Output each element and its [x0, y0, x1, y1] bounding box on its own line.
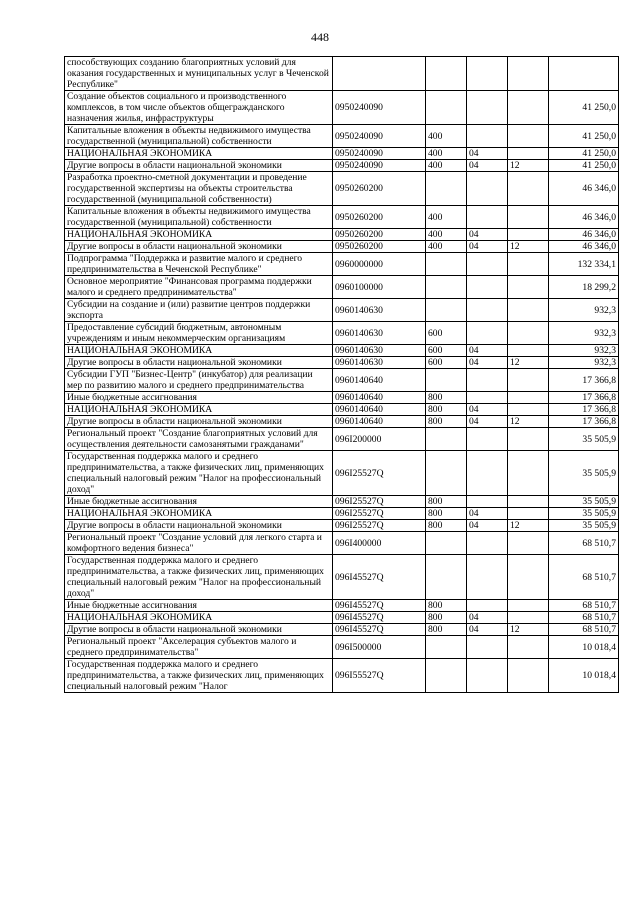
expense-type-cell: 600 [426, 322, 467, 345]
amount-cell: 17 366,8 [549, 392, 619, 404]
table-row [65, 206, 619, 229]
subsection-cell [508, 659, 549, 693]
section-cell: 04 [467, 416, 508, 428]
section-cell: 04 [467, 229, 508, 241]
table-row [65, 299, 619, 322]
target-code-cell: 0960140640 [333, 392, 426, 404]
table-row [65, 612, 619, 624]
amount-cell: 41 250,0 [549, 91, 619, 125]
table-row [65, 508, 619, 520]
expense-type-cell [426, 532, 467, 555]
target-code-cell: 0960140630 [333, 345, 426, 357]
amount-cell: 46 346,0 [549, 172, 619, 206]
subsection-cell [508, 496, 549, 508]
expense-type-cell: 400 [426, 229, 467, 241]
amount-cell: 41 250,0 [549, 160, 619, 172]
section-cell: 04 [467, 357, 508, 369]
target-code-cell: 0950240090 [333, 91, 426, 125]
section-cell [467, 392, 508, 404]
table-row [65, 555, 619, 600]
expense-type-cell [426, 636, 467, 659]
table-row [65, 91, 619, 125]
row-name-cell: Государственная поддержка малого и среднего предпринимательства, а также физических лиц, применяющих специальный налоговый режим "Налог [65, 659, 333, 693]
section-cell [467, 369, 508, 392]
target-code-cell: 0960000000 [333, 253, 426, 276]
target-code-cell: 096I45527Q [333, 555, 426, 600]
table-row [65, 636, 619, 659]
row-name-cell: Другие вопросы в области национальной экономики [65, 357, 333, 369]
target-code-cell: 0950240090 [333, 160, 426, 172]
amount-cell: 68 510,7 [549, 624, 619, 636]
subsection-cell [508, 91, 549, 125]
amount-cell: 46 346,0 [549, 241, 619, 253]
expense-type-cell: 400 [426, 148, 467, 160]
row-name-cell: НАЦИОНАЛЬНАЯ ЭКОНОМИКА [65, 345, 333, 357]
row-name-cell: Иные бюджетные ассигнования [65, 392, 333, 404]
amount-cell: 46 346,0 [549, 206, 619, 229]
expense-type-cell [426, 451, 467, 496]
section-cell [467, 276, 508, 299]
row-name-cell: Капитальные вложения в объекты недвижимого имущества государственной (муниципальной) собственности [65, 206, 333, 229]
section-cell: 04 [467, 345, 508, 357]
section-cell: 04 [467, 241, 508, 253]
target-code-cell: 0960100000 [333, 276, 426, 299]
row-name-cell: Государственная поддержка малого и среднего предпринимательства, а также физических лиц, применяющих специальный налоговый режим "Налог на профессиональный доход" [65, 451, 333, 496]
subsection-cell [508, 125, 549, 148]
subsection-cell [508, 600, 549, 612]
row-name-cell: Другие вопросы в области национальной экономики [65, 241, 333, 253]
table-row [65, 520, 619, 532]
table-row [65, 416, 619, 428]
target-code-cell: 096I500000 [333, 636, 426, 659]
row-name-cell: Субсидии на создание и (или) развитие центров поддержки экспорта [65, 299, 333, 322]
table-row [65, 276, 619, 299]
target-code-cell [333, 57, 426, 91]
target-code-cell: 0960140630 [333, 299, 426, 322]
row-name-cell: Предоставление субсидий бюджетным, автономным учреждениям и иным некоммерческим организациям [65, 322, 333, 345]
table-row [65, 148, 619, 160]
table-row [65, 241, 619, 253]
target-code-cell: 096I25527Q [333, 520, 426, 532]
target-code-cell: 096I200000 [333, 428, 426, 451]
row-name-cell: способствующих созданию благоприятных условий для оказания государственных и муниципальных услуг в Чеченской Республике" [65, 57, 333, 91]
subsection-cell: 12 [508, 241, 549, 253]
table-row [65, 160, 619, 172]
expense-type-cell: 800 [426, 416, 467, 428]
table-row [65, 624, 619, 636]
expense-type-cell [426, 172, 467, 206]
section-cell [467, 172, 508, 206]
section-cell: 04 [467, 404, 508, 416]
target-code-cell: 096I45527Q [333, 624, 426, 636]
table-row [65, 404, 619, 416]
row-name-cell: Другие вопросы в области национальной экономики [65, 416, 333, 428]
amount-cell: 932,3 [549, 345, 619, 357]
section-cell [467, 299, 508, 322]
row-name-cell: Субсидии ГУП "Бизнес-Центр" (инкубатор) для реализации мер по развитию малого и среднего предпринимательства [65, 369, 333, 392]
expense-type-cell [426, 555, 467, 600]
subsection-cell [508, 369, 549, 392]
target-code-cell: 096I45527Q [333, 600, 426, 612]
target-code-cell: 0960140630 [333, 322, 426, 345]
target-code-cell: 0950260200 [333, 172, 426, 206]
target-code-cell: 096I45527Q [333, 612, 426, 624]
subsection-cell [508, 172, 549, 206]
expense-type-cell: 400 [426, 125, 467, 148]
expense-type-cell [426, 57, 467, 91]
section-cell [467, 57, 508, 91]
row-name-cell: Основное мероприятие "Финансовая программа поддержки малого и среднего предпринимательства" [65, 276, 333, 299]
target-code-cell: 0950260200 [333, 229, 426, 241]
subsection-cell [508, 57, 549, 91]
amount-cell: 132 334,1 [549, 253, 619, 276]
amount-cell: 46 346,0 [549, 229, 619, 241]
expense-type-cell: 800 [426, 612, 467, 624]
target-code-cell: 0950260200 [333, 241, 426, 253]
target-code-cell: 0960140640 [333, 416, 426, 428]
table-row [65, 345, 619, 357]
subsection-cell [508, 299, 549, 322]
table-row [65, 659, 619, 693]
target-code-cell: 096I400000 [333, 532, 426, 555]
section-cell [467, 125, 508, 148]
subsection-cell: 12 [508, 624, 549, 636]
target-code-cell: 0960140640 [333, 404, 426, 416]
subsection-cell [508, 253, 549, 276]
section-cell [467, 451, 508, 496]
expense-type-cell: 800 [426, 600, 467, 612]
table-row [65, 496, 619, 508]
amount-cell: 68 510,7 [549, 600, 619, 612]
row-name-cell: Разработка проектно-сметной документации и проведение государственной экспертизы на объекты строительства государственной (муниципальной собственности) [65, 172, 333, 206]
subsection-cell [508, 345, 549, 357]
amount-cell: 35 505,9 [549, 451, 619, 496]
amount-cell: 35 505,9 [549, 496, 619, 508]
section-cell [467, 600, 508, 612]
table-row [65, 392, 619, 404]
target-code-cell: 096I55527Q [333, 659, 426, 693]
amount-cell: 17 366,8 [549, 369, 619, 392]
target-code-cell: 0950240090 [333, 125, 426, 148]
table-row [65, 532, 619, 555]
subsection-cell: 12 [508, 357, 549, 369]
amount-cell: 68 510,7 [549, 555, 619, 600]
amount-cell: 932,3 [549, 299, 619, 322]
subsection-cell [508, 612, 549, 624]
row-name-cell: НАЦИОНАЛЬНАЯ ЭКОНОМИКА [65, 612, 333, 624]
expense-type-cell [426, 253, 467, 276]
row-name-cell: Государственная поддержка малого и среднего предпринимательства, а также физических лиц, применяющих специальный налоговый режим "Налог на профессиональный доход" [65, 555, 333, 600]
section-cell [467, 91, 508, 125]
table-row [65, 125, 619, 148]
subsection-cell [508, 206, 549, 229]
table-row [65, 322, 619, 345]
expense-type-cell: 600 [426, 345, 467, 357]
subsection-cell: 12 [508, 160, 549, 172]
subsection-cell [508, 404, 549, 416]
row-name-cell: Другие вопросы в области национальной экономики [65, 520, 333, 532]
table-row [65, 451, 619, 496]
section-cell: 04 [467, 612, 508, 624]
amount-cell: 41 250,0 [549, 125, 619, 148]
budget-table [64, 56, 619, 693]
target-code-cell: 0960140640 [333, 369, 426, 392]
subsection-cell [508, 428, 549, 451]
target-code-cell: 096I25527Q [333, 496, 426, 508]
row-name-cell: Другие вопросы в области национальной экономики [65, 624, 333, 636]
amount-cell: 35 505,9 [549, 520, 619, 532]
amount-cell: 10 018,4 [549, 636, 619, 659]
amount-cell: 41 250,0 [549, 148, 619, 160]
section-cell [467, 322, 508, 345]
table-row [65, 253, 619, 276]
row-name-cell: НАЦИОНАЛЬНАЯ ЭКОНОМИКА [65, 508, 333, 520]
expense-type-cell [426, 659, 467, 693]
expense-type-cell: 800 [426, 496, 467, 508]
expense-type-cell: 800 [426, 624, 467, 636]
expense-type-cell: 400 [426, 206, 467, 229]
section-cell [467, 555, 508, 600]
table-row [65, 369, 619, 392]
subsection-cell [508, 555, 549, 600]
section-cell: 04 [467, 160, 508, 172]
expense-type-cell [426, 276, 467, 299]
amount-cell: 10 018,4 [549, 659, 619, 693]
row-name-cell: Иные бюджетные ассигнования [65, 496, 333, 508]
row-name-cell: Региональный проект "Создание благоприятных условий для осуществления деятельности самозанятыми гражданами" [65, 428, 333, 451]
amount-cell: 18 299,2 [549, 276, 619, 299]
subsection-cell [508, 148, 549, 160]
target-code-cell: 0950260200 [333, 206, 426, 229]
row-name-cell: НАЦИОНАЛЬНАЯ ЭКОНОМИКА [65, 404, 333, 416]
target-code-cell: 096I25527Q [333, 451, 426, 496]
section-cell [467, 428, 508, 451]
section-cell [467, 496, 508, 508]
amount-cell: 35 505,9 [549, 428, 619, 451]
subsection-cell [508, 276, 549, 299]
expense-type-cell: 800 [426, 520, 467, 532]
row-name-cell: Региональный проект "Создание условий для легкого старта и комфортного ведения бизнеса" [65, 532, 333, 555]
amount-cell: 17 366,8 [549, 416, 619, 428]
row-name-cell: Подпрограмма "Поддержка и развитие малого и среднего предпринимательства в Чеченской Республике" [65, 253, 333, 276]
section-cell: 04 [467, 624, 508, 636]
expense-type-cell: 800 [426, 508, 467, 520]
row-name-cell: Региональный проект "Акселерация субъектов малого и среднего предпринимательства" [65, 636, 333, 659]
subsection-cell [508, 636, 549, 659]
row-name-cell: НАЦИОНАЛЬНАЯ ЭКОНОМИКА [65, 229, 333, 241]
subsection-cell [508, 532, 549, 555]
subsection-cell: 12 [508, 416, 549, 428]
expense-type-cell [426, 91, 467, 125]
amount-cell [549, 57, 619, 91]
page-number: 448 [311, 30, 329, 44]
amount-cell: 68 510,7 [549, 612, 619, 624]
row-name-cell: НАЦИОНАЛЬНАЯ ЭКОНОМИКА [65, 148, 333, 160]
table-row [65, 229, 619, 241]
table-row [65, 172, 619, 206]
expense-type-cell: 400 [426, 241, 467, 253]
section-cell [467, 532, 508, 555]
section-cell: 04 [467, 508, 508, 520]
expense-type-cell [426, 369, 467, 392]
expense-type-cell [426, 299, 467, 322]
amount-cell: 35 505,9 [549, 508, 619, 520]
subsection-cell [508, 229, 549, 241]
section-cell: 04 [467, 520, 508, 532]
target-code-cell: 0960140630 [333, 357, 426, 369]
section-cell [467, 253, 508, 276]
amount-cell: 932,3 [549, 322, 619, 345]
row-name-cell: Создание объектов социального и производственного комплексов, в том числе объектов общегражданского назначения жилья, инфраструктуры [65, 91, 333, 125]
target-code-cell: 096I25527Q [333, 508, 426, 520]
amount-cell: 68 510,7 [549, 532, 619, 555]
row-name-cell: Другие вопросы в области национальной экономики [65, 160, 333, 172]
subsection-cell [508, 392, 549, 404]
subsection-cell [508, 508, 549, 520]
expense-type-cell: 800 [426, 392, 467, 404]
expense-type-cell: 800 [426, 404, 467, 416]
amount-cell: 17 366,8 [549, 404, 619, 416]
section-cell: 04 [467, 148, 508, 160]
subsection-cell [508, 451, 549, 496]
subsection-cell [508, 322, 549, 345]
expense-type-cell [426, 428, 467, 451]
table-row [65, 600, 619, 612]
subsection-cell: 12 [508, 520, 549, 532]
table-row [65, 428, 619, 451]
section-cell [467, 206, 508, 229]
expense-type-cell: 400 [426, 160, 467, 172]
row-name-cell: Капитальные вложения в объекты недвижимого имущества государственной (муниципальной) собственности [65, 125, 333, 148]
section-cell [467, 636, 508, 659]
table-row [65, 357, 619, 369]
target-code-cell: 0950240090 [333, 148, 426, 160]
table-body [65, 57, 619, 693]
row-name-cell: Иные бюджетные ассигнования [65, 600, 333, 612]
table-row [65, 57, 619, 91]
amount-cell: 932,3 [549, 357, 619, 369]
expense-type-cell: 600 [426, 357, 467, 369]
section-cell [467, 659, 508, 693]
